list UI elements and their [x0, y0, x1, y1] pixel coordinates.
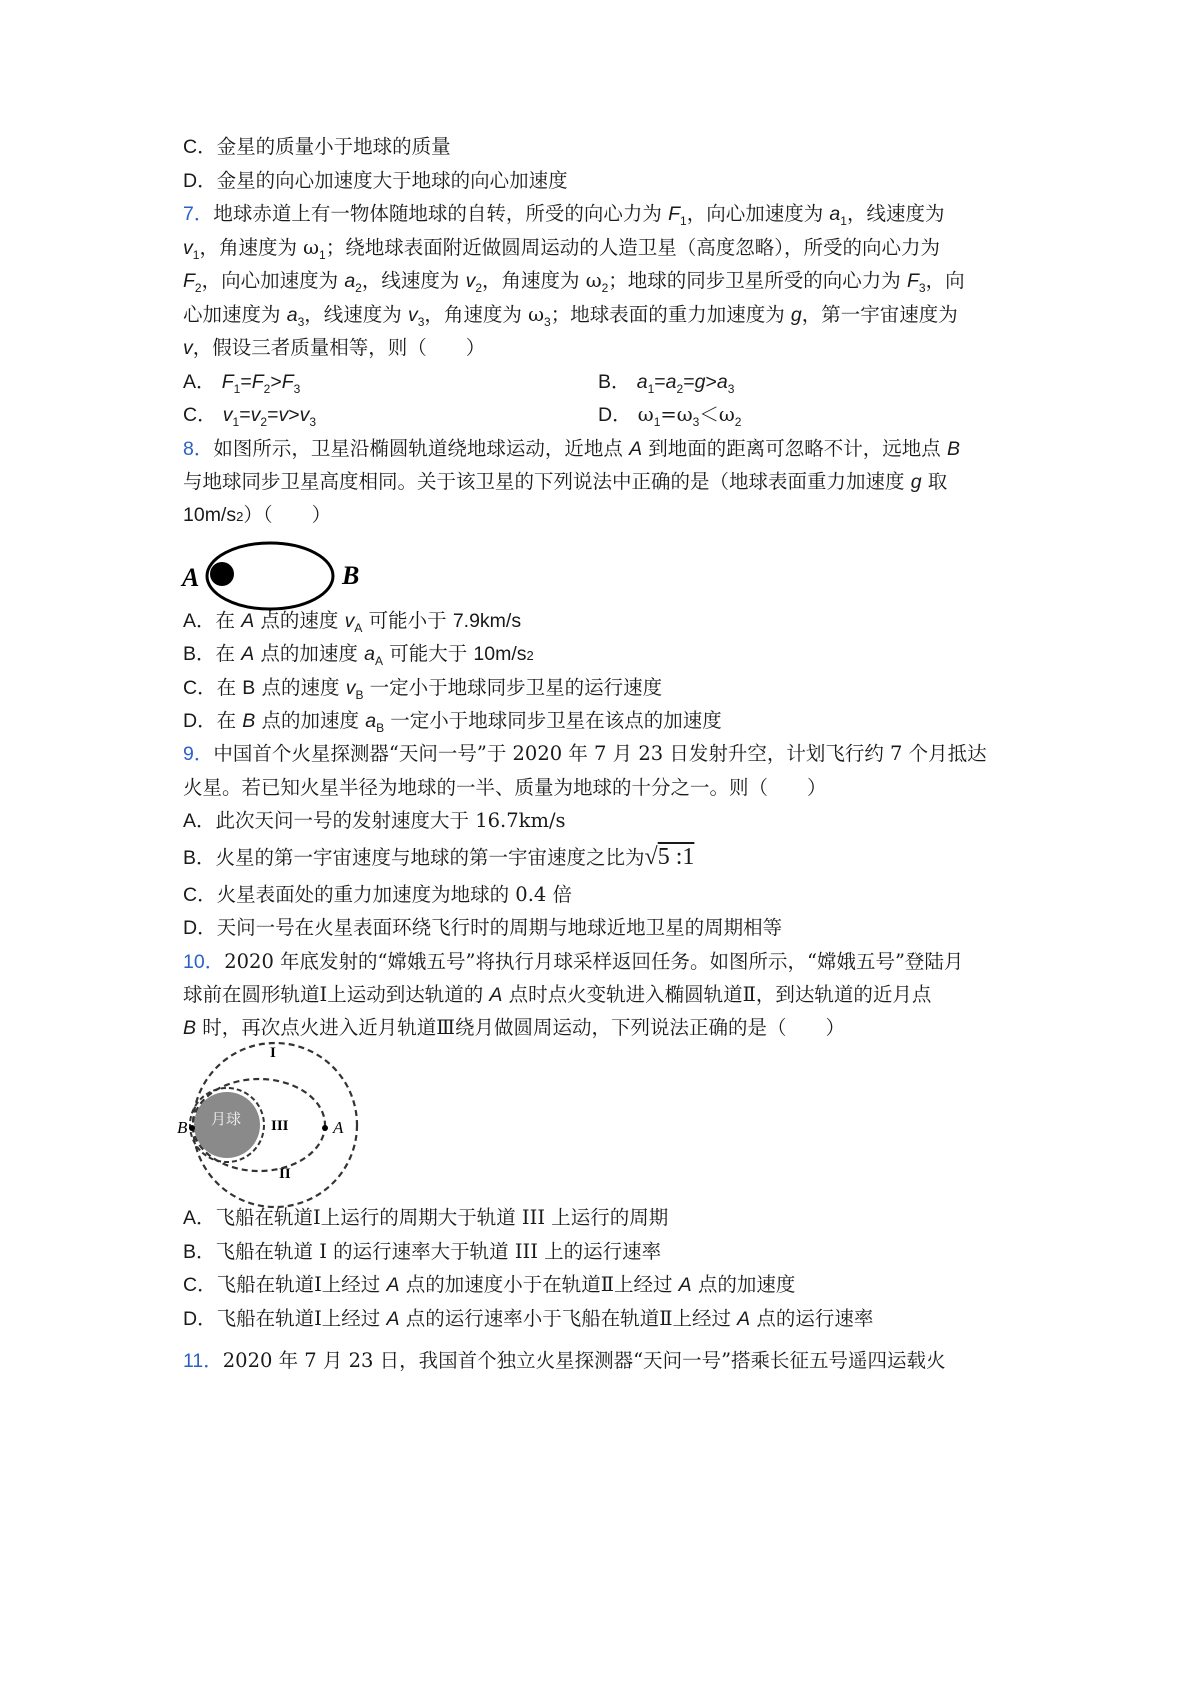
q7-stem-line-3: $F_2$，向心加速度为 $a_2$，线速度为 $v_2$，角速度为 $\omega_2$；地球的同步卫星所受的向心力为 $F_3$，向	[183, 269, 965, 295]
q9-option-d: D．天问一号在火星表面环绕飞行时的周期与地球近地卫星的周期相等	[183, 916, 783, 939]
earth-dot	[210, 562, 234, 586]
q7-stem-line-5: v，假设三者质量相等，则（ ）	[183, 336, 486, 359]
q10-stem-line-2: 球前在圆形轨道Ⅰ上运动到达轨道的 A 点时点火变轨进入椭圆轨道Ⅱ，到达轨道的近月点	[183, 983, 932, 1006]
q8-stem-line-3: 10m/s2）（ ）	[183, 503, 332, 526]
point-a-dot	[322, 1125, 328, 1131]
point-b-label: B	[177, 1118, 188, 1137]
q7-options-row-2	[183, 403, 1023, 427]
q8-stem-line-2: 与地球同步卫星高度相同。关于该卫星的下列说法中正确的是（地球表面重力加速度 g 取	[183, 470, 948, 493]
q7-stem-line-1: 7．地球赤道上有一物体随地球的自转，所受的向心力为 $F_1$，向心加速度为 $a_1$，线速度为	[183, 202, 945, 228]
q10-stem-line-3: B 时，再次点火进入近月轨道Ⅲ绕月做圆周运动，下列说法正确的是（ ）	[183, 1016, 846, 1039]
q10-stem-line-1: 10．2020 年底发射的“嫦娥五号”将执行月球采样返回任务。如图所示，“嫦娥五号”登陆月	[183, 950, 964, 973]
q9-stem-line-2: 火星。若已知火星半径为地球的一半、质量为地球的十分之一。则（ ）	[183, 776, 827, 799]
orbit-i-label: I	[270, 1045, 276, 1061]
point-b-label: B	[342, 561, 360, 590]
q8-option-d: D．在 B 点的加速度 $a_B$ 一定小于地球同步卫星在该点的加速度	[183, 709, 722, 735]
q10-orbit-figure	[175, 1040, 375, 1215]
q7-stem-line-4: 心加速度为 $a_3$，线速度为 $v_3$，角速度为 $\omega_3$；地球表面的重力加速度为 g，第一宇宙速度为	[183, 303, 958, 329]
q8-stem-line-1: 8．如图所示，卫星沿椭圆轨道绕地球运动，近地点 A 到地面的距离可忽略不计，远地点 B	[183, 437, 961, 460]
q11-stem-line-1: 11．2020 年 7 月 23 日，我国首个独立火星探测器“天问一号”搭乘长征五号遥四运载火	[183, 1349, 946, 1372]
q8-orbit-figure	[175, 538, 365, 614]
q9-option-c: C．火星表面处的重力加速度为地球的 0.4 倍	[183, 883, 573, 906]
q7-option-d: D． $\omega_1=\omega_3<\omega_2$	[598, 403, 742, 429]
q6-option-c: C．金星的质量小于地球的质量	[183, 135, 451, 158]
orbit-ii-label: II	[279, 1166, 291, 1182]
moon-label: 月球	[211, 1112, 242, 1128]
q6-option-d: D．金星的向心加速度大于地球的向心加速度	[183, 169, 568, 192]
point-a-label: A	[182, 563, 200, 592]
q10-option-d: D．飞船在轨道Ⅰ上经过 A 点的运行速率小于飞船在轨道Ⅱ上经过 A 点的运行速率	[183, 1307, 874, 1330]
q10-option-b: B．飞船在轨道 I 的运行速率大于轨道 III 上的运行速率	[183, 1240, 662, 1263]
q8-option-c: C．在 B 点的速度 $v_B$ 一定小于地球同步卫星的运行速度	[183, 676, 663, 702]
q8-option-a: A．在 A 点的速度 $v_A$ 可能小于 7.9km/s	[183, 609, 522, 635]
q9-stem-line-1: 9．中国首个火星探测器“天问一号”于 2020 年 7 月 23 日发射升空，计划飞行约 7 个月抵达	[183, 742, 987, 765]
orbit-iii-label: III	[271, 1118, 289, 1134]
q10-option-c: C．飞船在轨道Ⅰ上经过 A 点的加速度小于在轨道Ⅱ上经过 A 点的加速度	[183, 1273, 796, 1296]
q10-option-a: A．飞船在轨道Ⅰ上运行的周期大于轨道 III 上运行的周期	[183, 1206, 669, 1229]
q7-number: 7	[183, 203, 194, 225]
q9-option-a: A．此次天问一号的发射速度大于 16.7km/s	[183, 809, 566, 832]
q7-option-c: C． $v_1=v_2=v>v_3$	[183, 404, 317, 429]
q9-option-b: B．火星的第一宇宙速度与地球的第一宇宙速度之比为√5 :1	[183, 844, 695, 870]
q7-option-a: A． $F_1=F_2>F_3$	[183, 371, 301, 396]
q10-number: 10	[183, 951, 205, 973]
q9-number: 9	[183, 743, 194, 765]
q7-options-row-1	[183, 370, 1023, 394]
q8-option-b: B．在 A 点的加速度 $a_A$ 可能大于 10m/s2	[183, 642, 534, 668]
point-a-label: A	[333, 1118, 344, 1137]
q11-number: 11	[183, 1350, 204, 1372]
q7-stem-line-2: $v_1$，角速度为 $\omega_1$；绕地球表面附近做圆周运动的人造卫星（高度忽略），所受的向心力为	[183, 236, 940, 262]
sqrt5-ratio: √5 :1	[644, 844, 695, 870]
q8-number: 8	[183, 438, 194, 460]
q7-option-b: B． $a_1=a_2=g>a_3$	[598, 371, 735, 396]
point-b-dot	[189, 1125, 195, 1131]
